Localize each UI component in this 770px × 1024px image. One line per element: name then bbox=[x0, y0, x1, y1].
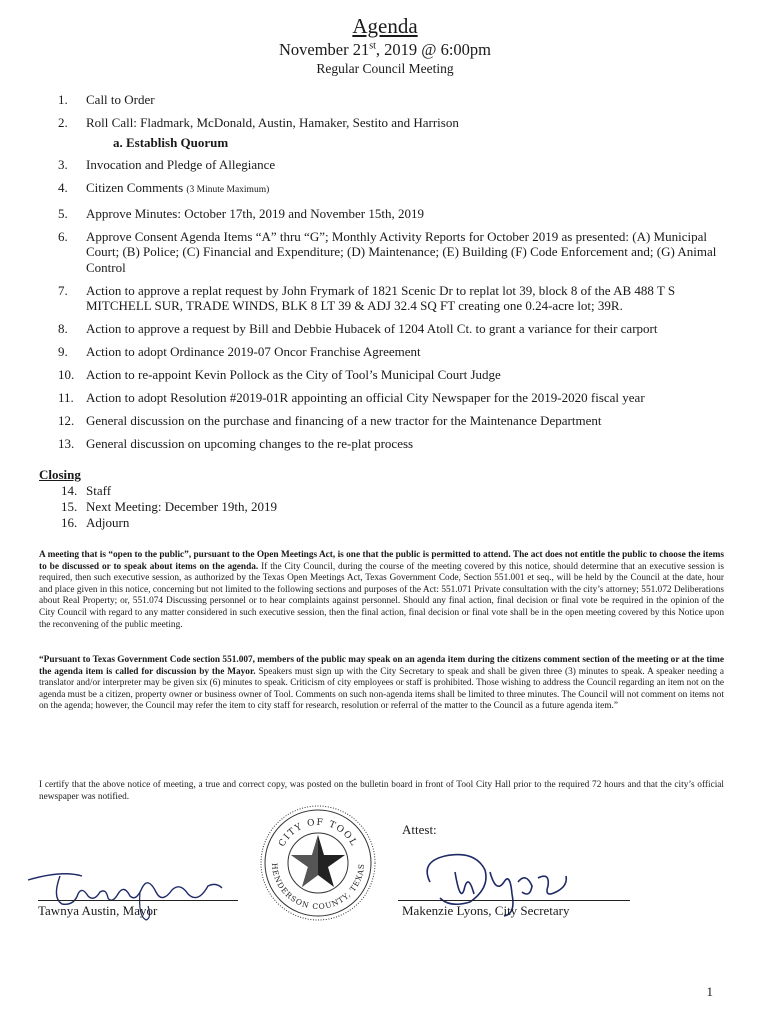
agenda-item: 12. General discussion on the purchase and financing of a new tractor for the Maintenance Department bbox=[58, 413, 602, 428]
agenda-item: 11. Action to adopt Resolution #2019-01R appointing an official City Newspaper for the 2019-2020 fiscal year bbox=[58, 390, 645, 405]
secretary-signature-line bbox=[398, 900, 630, 901]
agenda-item: 4. Citizen Comments (3 Minute Maximum) bbox=[58, 179, 270, 195]
public-comment-notice: “Pursuant to Texas Government Code section 551.007, members of the public may speak on an agenda item during the citizens comment section of the meeting or at the time the agenda item is called for discussion by the Mayor. Speakers must sign up with the City Secretary to speak and shall be given three (3) minutes to speak. A speaker needing a translator and/or interpreter may be given six (6) minutes to speak. Criticism of city employees or staff is prohibited. Those wishing to address the Council regarding an item not on the agenda must be a citizen, property owner or business owner of Tool. Comments on such non-agenda items shall be limited to three minutes. The Council will not comment on items not on the agenda; however, the Council may refer the item to city staff for research, resolution or referral of the matter to the Council as a future agenda item.” bbox=[39, 655, 725, 712]
meeting-type: Regular Council Meeting bbox=[316, 61, 454, 76]
mayor-name: Tawnya Austin, Mayor bbox=[38, 903, 158, 918]
agenda-item: 5. Approve Minutes: October 17th, 2019 and November 15th, 2019 bbox=[58, 205, 424, 221]
closing-item: 15. Next Meeting: December 19th, 2019 bbox=[61, 499, 277, 514]
agenda-item: 9. Action to adopt Ordinance 2019-07 Oncor Franchise Agreement bbox=[58, 344, 421, 359]
agenda-sub-item: a. Establish Quorum bbox=[113, 135, 229, 150]
agenda-item: 3. Invocation and Pledge of Allegiance bbox=[58, 156, 276, 172]
secretary-name: Makenzie Lyons, City Secretary bbox=[402, 903, 570, 918]
page-number: 1 bbox=[706, 984, 713, 999]
agenda-item: 7. Action to approve a replat request by John Frymark of 1821 Scenic Dr to replat lot 39, block 8 of the AB 488 T S MITCHELL SUR, TRADE WINDS, BLK 8 LT 39 & ADJ 32.4 SQ FT creating one 0.24-acre lot; 39R. bbox=[58, 282, 676, 313]
closing-heading: Closing bbox=[39, 467, 81, 482]
agenda-item: 10. Action to re-appoint Kevin Pollock as the City of Tool’s Municipal Court Judge bbox=[58, 367, 501, 382]
meeting-date: November 21st, 2019 @ 6:00pm bbox=[278, 40, 492, 59]
agenda-item: 8. Action to approve a request by Bill and Debbie Hubacek of 1204 Atoll Ct. to grant a variance for their carport bbox=[58, 321, 658, 336]
closing-item: 16. Adjourn bbox=[61, 515, 130, 530]
mayor-signature-line bbox=[38, 900, 238, 901]
agenda-item: 2. Roll Call: Fladmark, McDonald, Austin, Hamaker, Sestito and Harrison bbox=[58, 115, 459, 130]
closing-item: 14. Staff bbox=[61, 483, 112, 498]
agenda-items bbox=[58, 92, 718, 459]
agenda-item: 13. General discussion on upcoming changes to the re-plat process bbox=[58, 436, 414, 451]
svg-text:HENDERSON COUNTY, TEXAS: HENDERSON COUNTY, TEXAS bbox=[269, 862, 367, 912]
attest-label: Attest: bbox=[402, 822, 437, 837]
agenda-item: 1. Call to Order bbox=[58, 92, 155, 107]
page-title: Agenda bbox=[352, 14, 418, 38]
city-seal-icon bbox=[258, 803, 378, 923]
svg-text:CITY OF TOOL: CITY OF TOOL bbox=[277, 817, 359, 849]
certification-statement: I certify that the above notice of meeting, a true and correct copy, was posted on the bulletin board in front of Tool City Hall prior to the required 72 hours and that the city’s official newspaper was notified. bbox=[39, 780, 724, 802]
closing-section bbox=[39, 467, 277, 531]
open-meetings-notice: A meeting that is “open to the public”, pursuant to the Open Meetings Act, is one that the public is permitted to attend. The act does not entitle the public to choose the items to be discussed or to speak about items on the agenda. If the City Council, during the course of the meeting covered by this notice, should determine that an executive session is required, then such executive session, as authorized by the Texas Open Meetings Act, Texas Government Code, Section 551.001 et seq., will be held by the Council at the date, hour and place given in this notice, concerning but not limited to the following sections and purposes of the Act: 551.071 Private consultation with the city’s attorney; 551.072 Deliberations about Real Property; or, 551.074 Discussing personnel or to hear complaints against personnel. Should any final action, final decision or final vote be required in the opinion of the City Council with regard to any matter considered in such executive session, then the final action, final decision or final vote shall be in the open meeting covered by this Notice upon the reconvening of the public meeting. bbox=[39, 550, 724, 630]
agenda-item: 6. Approve Consent Agenda Items “A” thru “G”; Monthly Activity Reports for October 2019 as presented: (A) Municipal Court; (B) Police; (C) Financial and Expenditure; (D) Maintenance; (E) Building (F) Code Enforcement and; (G) Animal Control bbox=[58, 228, 717, 275]
